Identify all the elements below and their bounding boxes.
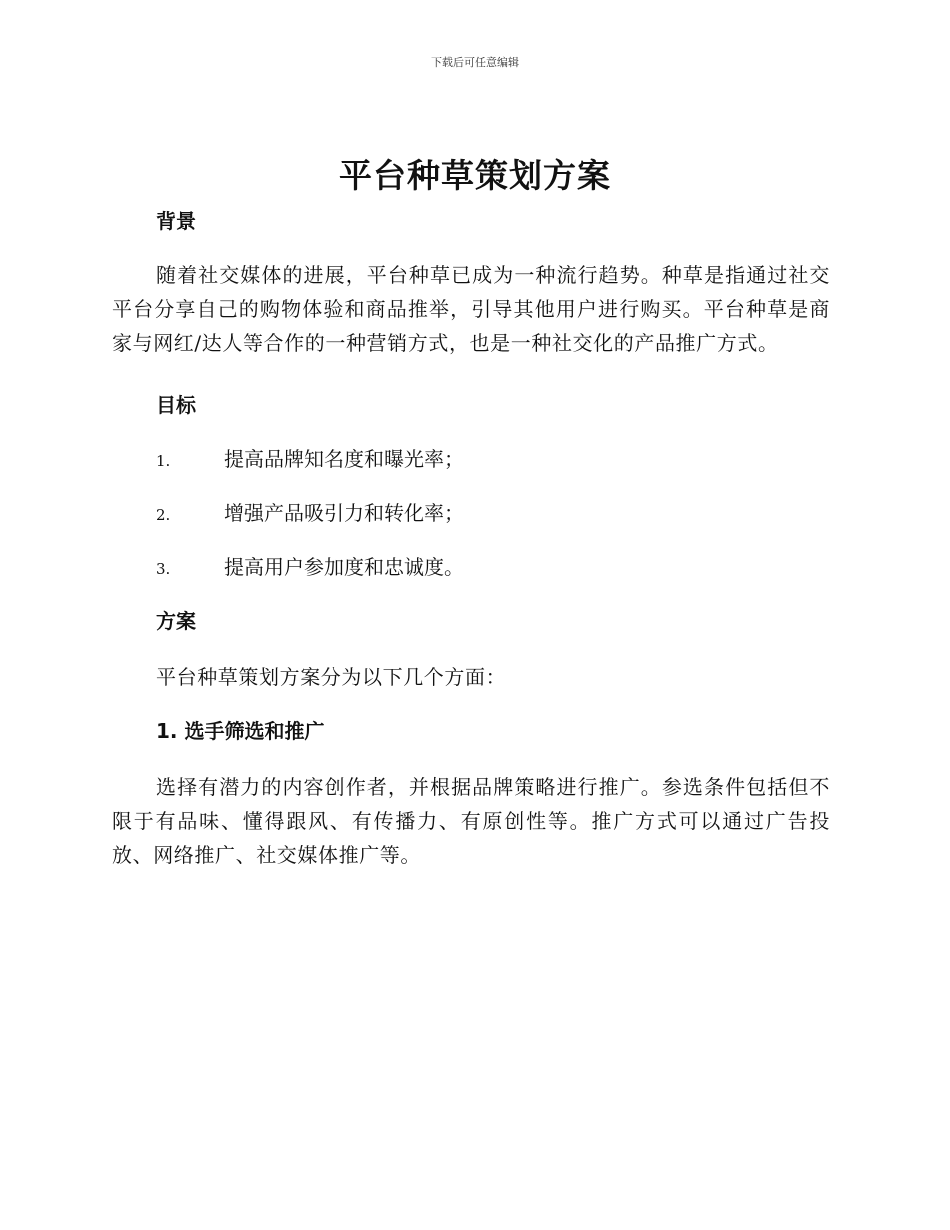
list-item: [112, 444, 830, 498]
document-content: [112, 206, 830, 872]
plan-intro-paragraph: 平台种草策划方案分为以下几个方面：: [156, 665, 507, 689]
document-title: 平台种草策划方案: [339, 156, 611, 195]
subsection-heading-1: 1. 选手筛选和推广: [156, 719, 325, 743]
section-heading-plan: 方案: [156, 609, 196, 633]
list-item-text: 提高用户参加度和忠诚度。: [224, 555, 464, 579]
list-item-number: 3.: [156, 560, 171, 578]
list-item: [112, 552, 830, 606]
list-item-number: 2.: [156, 506, 171, 524]
section-heading-background: 背景: [156, 209, 196, 233]
background-paragraph: 随着社交媒体的进展，平台种草已成为一种流行趋势。种草是指通过社交平台分享自己的购物体验和商品推举，引导其他用户进行购买。平台种草是商家与网红/达人等合作的一种营销方式，也是一种社交化的产品推广方式。: [112, 263, 830, 355]
subsection-1-paragraph: 选择有潜力的内容创作者，并根据品牌策略进行推广。参选条件包括但不限于有品味、懂得跟风、有传播力、有原创性等。推广方式可以通过广告投放、网络推广、社交媒体推广等。: [112, 775, 830, 867]
section-heading-goals: 目标: [156, 393, 196, 417]
list-item-number: 1.: [156, 452, 171, 470]
list-item-text: 提高品牌知名度和曝光率；: [224, 447, 464, 471]
header-note: 下载后可任意编辑: [431, 56, 519, 69]
goals-list: [112, 444, 830, 606]
list-item-text: 增强产品吸引力和转化率；: [224, 501, 464, 525]
list-item: [112, 498, 830, 552]
